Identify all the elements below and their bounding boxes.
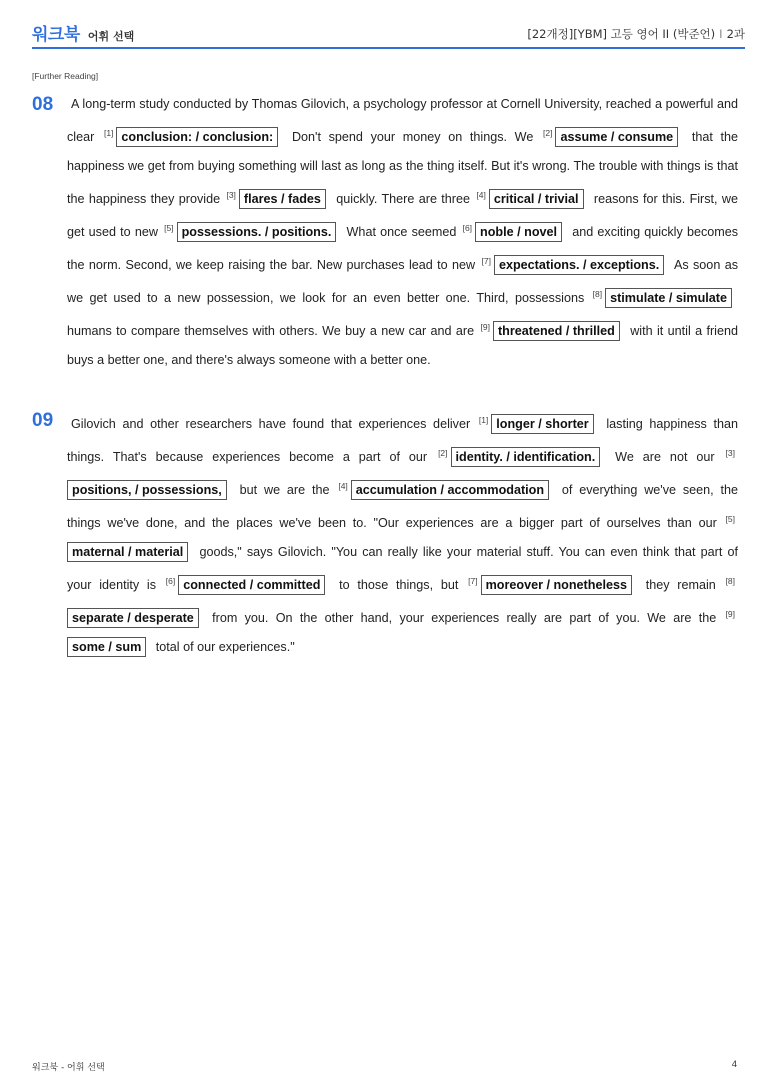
blank-number: [1]	[103, 128, 114, 138]
passage-text: As soon as we get used to a new possession, we look for an even better one. Third, possessions	[67, 258, 738, 305]
passage-text: they remain	[645, 578, 716, 592]
brand	[32, 20, 134, 45]
blank-number: [3]	[226, 190, 236, 200]
choice-box[interactable]: conclusion: / conclusion:	[116, 127, 278, 147]
blank-number: [7]	[481, 256, 491, 266]
footer-label: 워크북 - 어휘 선택	[32, 1063, 105, 1073]
passage-text: from you. On the other hand, your experiences really are part of you. We are the	[212, 611, 717, 625]
blank-number: [6]	[462, 223, 473, 233]
choice-box[interactable]: some / sum	[67, 637, 146, 657]
blank-number: [2]	[438, 448, 448, 458]
choice-box[interactable]: moreover / nonetheless	[481, 575, 632, 595]
choice-box[interactable]: critical / trivial	[489, 189, 584, 209]
passage-text: Don't spend your money on things. We	[291, 130, 534, 144]
choice-box[interactable]: accumulation / accommodation	[351, 480, 549, 500]
question-passage	[67, 406, 738, 662]
passage-text: We are not our	[615, 450, 715, 464]
passage-text: to those things, but	[339, 578, 459, 592]
choice-box[interactable]: possessions. / positions.	[177, 222, 337, 242]
passage-text: of everything we've seen, the things we've done, and the places we've been to. "Our experiences are a bigger part of ourselves than our	[67, 483, 739, 530]
question-08	[32, 90, 738, 375]
passage-text: lasting happiness than things. That's because experiences become a part of our	[67, 417, 739, 464]
choice-box[interactable]: threatened / thrilled	[493, 321, 620, 341]
blank-number: [1]	[478, 415, 489, 425]
lesson-label: 2과	[726, 27, 745, 41]
choice-box[interactable]: flares / fades	[239, 189, 326, 209]
question-passage	[67, 90, 738, 375]
choice-box[interactable]: noble / novel	[475, 222, 562, 242]
blank-number: [9]	[725, 609, 736, 619]
passage-text: that the happiness we get from buying something will last as long as the thing itself. But it's wrong. The trouble with things is that the happiness they provide	[67, 130, 739, 206]
blank-number: [2]	[543, 128, 553, 138]
header-separator: I	[719, 27, 723, 41]
brand-subtitle: 어휘 선택	[87, 30, 135, 43]
passage-text: Gilovich and other researchers have found that experiences deliver	[71, 417, 471, 431]
passage-text: A long-term study conducted by Thomas Gilovich, a psychology professor at Cornell University, reached a powerful and clear	[67, 97, 738, 144]
passage-text: What once seemed	[346, 225, 457, 239]
question-number: 08	[32, 94, 54, 115]
blank-number: [8]	[592, 289, 603, 299]
course-title: [22개정][YBM] 고등 영어 II (박준언)	[527, 27, 716, 41]
choice-box[interactable]: assume / consume	[555, 127, 678, 147]
blank-number: [5]	[725, 514, 735, 524]
blank-number: [9]	[480, 322, 490, 332]
page-number: 4	[731, 1059, 737, 1070]
passage-text: humans to compare themselves with others. We buy a new car and are	[67, 324, 475, 338]
question-09	[32, 406, 738, 662]
passage-text: quickly. There are three	[336, 192, 471, 206]
course-info	[527, 26, 745, 42]
page-header	[32, 14, 745, 48]
choice-box[interactable]: connected / committed	[178, 575, 325, 595]
blank-number: [3]	[725, 448, 735, 458]
passage-text: goods," says Gilovich. "You can really like your material stuff. You can even think that part of your identity is	[67, 545, 739, 592]
passage-text: and exciting quickly becomes the norm. Second, we keep raising the bar. New purchases lead to new	[67, 225, 739, 272]
choice-box[interactable]: separate / desperate	[67, 608, 199, 628]
choice-box[interactable]: stimulate / simulate	[605, 288, 732, 308]
passage-text: with it until a friend buys a better one, and there's always someone with a better one.	[67, 324, 738, 367]
brand-title: 워크북	[32, 25, 80, 45]
blank-number: [4]	[476, 190, 486, 200]
header-rule	[32, 47, 745, 49]
question-number: 09	[32, 410, 54, 431]
blank-number: [6]	[165, 576, 176, 586]
passage-text: reasons for this. First, we get used to new	[67, 192, 738, 239]
section-label: [Further Reading]	[32, 71, 99, 81]
choice-box[interactable]: maternal / material	[67, 542, 188, 562]
choice-box[interactable]: positions, / possessions,	[67, 480, 227, 500]
passage-text: but we are the	[239, 483, 330, 497]
blank-number: [5]	[164, 223, 174, 233]
blank-number: [7]	[468, 576, 478, 586]
blank-number: [4]	[338, 481, 348, 491]
choice-box[interactable]: expectations. / exceptions.	[494, 255, 664, 275]
choice-box[interactable]: longer / shorter	[491, 414, 593, 434]
blank-number: [8]	[725, 576, 736, 586]
choice-box[interactable]: identity. / identification.	[451, 447, 601, 467]
passage-text: total of our experiences."	[155, 640, 295, 654]
